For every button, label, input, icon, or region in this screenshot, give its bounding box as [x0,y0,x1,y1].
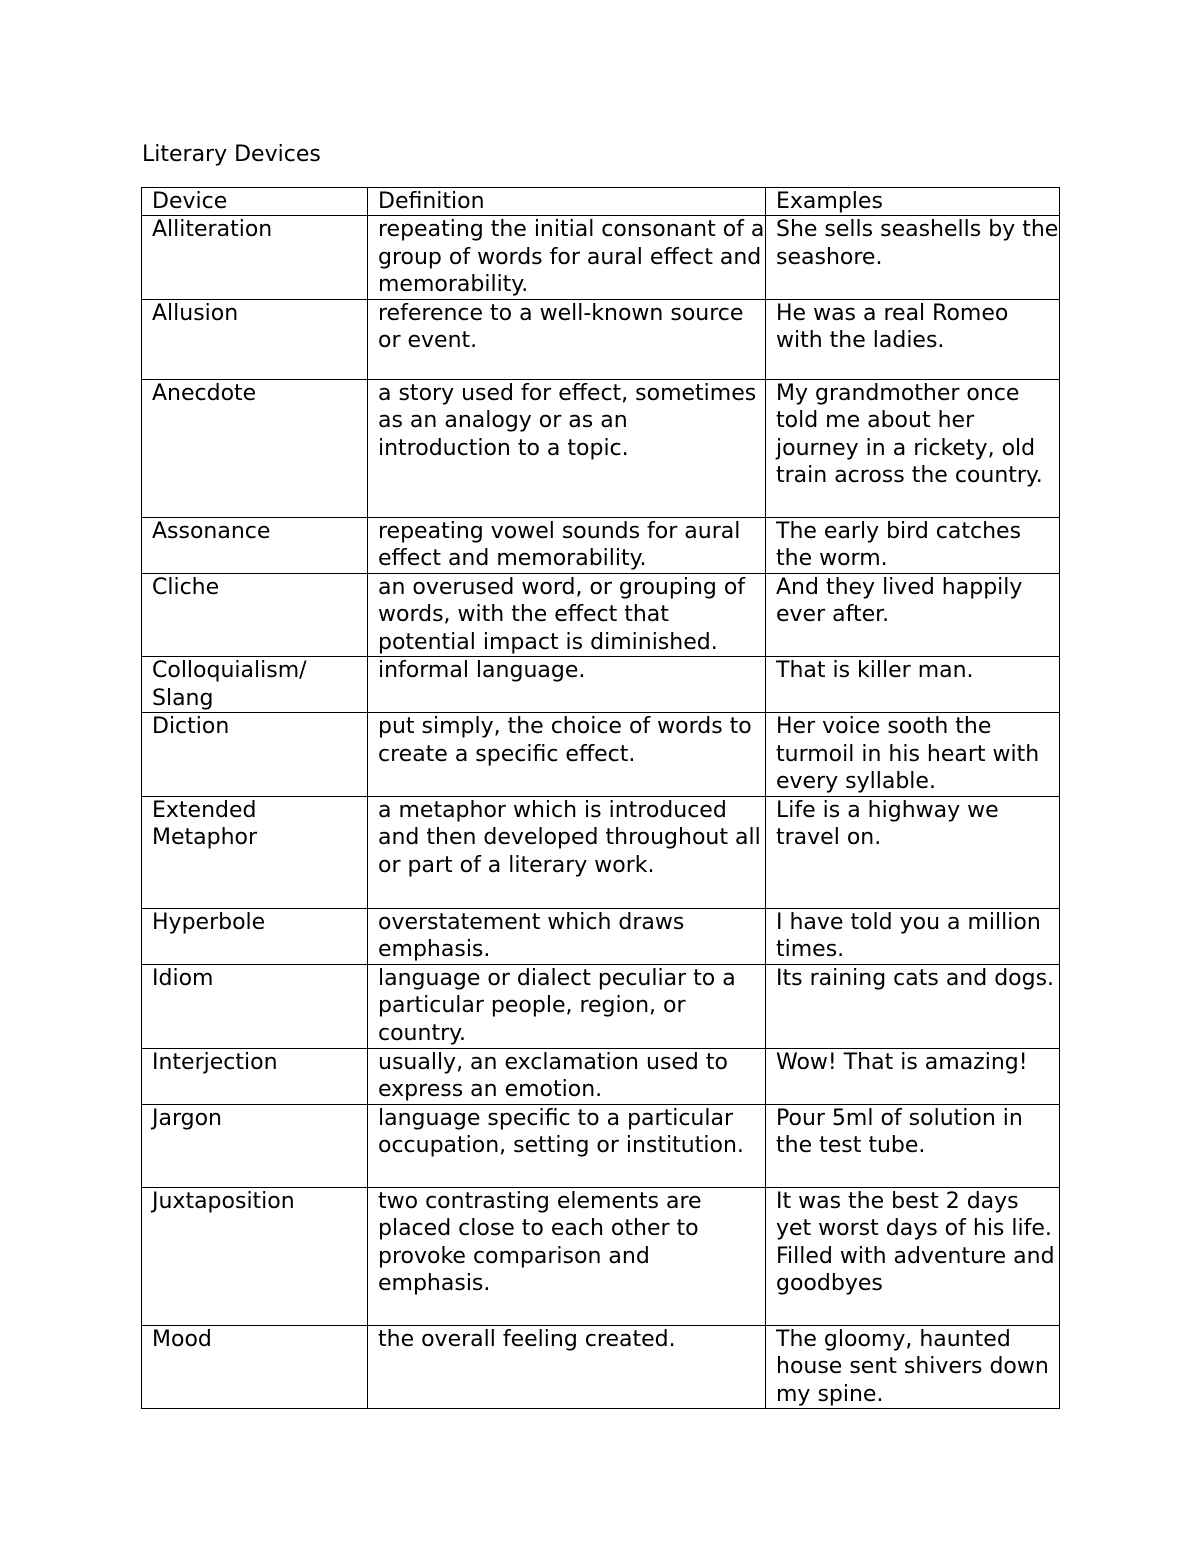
device-cell [142,216,368,300]
definition-cell [368,517,766,573]
example-cell-text: Wow! That is amazing! [776,1049,1028,1075]
device-cell-text: Alliteration [152,217,273,242]
definition-cell-text: informal language. [378,658,586,683]
device-cell-text: Interjection [152,1049,278,1075]
definition-cell-text: overstatement which draws emphasis. [378,909,685,962]
example-cell [766,964,1060,1048]
device-cell-text: Cliche [152,574,220,600]
table-row [142,379,1060,517]
device-cell-text: Hyperbole [152,909,266,935]
device-cell [142,964,368,1048]
example-cell [766,713,1060,797]
column-header-device: Device [142,188,368,216]
table-row [142,908,1060,964]
example-cell-text: That is killer man. [776,658,974,683]
table-row [142,964,1060,1048]
column-header-examples: Examples [766,188,1060,216]
example-cell-text: It was the best 2 days yet worst days of his life. Filled with adventure and goodbyes [776,1188,1055,1296]
device-cell-text: Juxtaposition [152,1188,295,1214]
table-body [142,216,1060,1409]
definition-cell [368,573,766,657]
definition-cell-text: repeating the initial consonant of a group of words for aural effect and memorability. [378,217,765,297]
device-cell [142,1104,368,1187]
device-cell-text: Colloquialism/ Slang [152,658,307,711]
device-cell [142,796,368,908]
definition-cell [368,379,766,517]
definition-cell-text: an overused word, or grouping of words, with the effect that potential impact is diminished. [378,574,746,655]
example-cell [766,299,1060,379]
device-cell-text: Anecdote [152,380,257,406]
definition-cell [368,1325,766,1409]
device-cell-text: Extended Metaphor [152,797,258,850]
definition-cell [368,964,766,1048]
example-cell-text: Its raining cats and dogs. [776,965,1055,991]
device-cell-text: Allusion [152,300,239,326]
device-cell [142,379,368,517]
definition-cell-text: language or dialect peculiar to a particular people, region, or country. [378,965,736,1046]
example-cell [766,1104,1060,1187]
table-row [142,1104,1060,1187]
example-cell-text: Pour 5ml of solution in the test tube. [776,1105,1023,1158]
example-cell-text: She sells seashells by the seashore. [776,217,1059,270]
device-cell [142,713,368,797]
device-cell [142,908,368,964]
example-cell [766,657,1060,713]
table-row [142,216,1060,300]
table-row [142,1325,1060,1409]
definition-cell [368,1104,766,1187]
table-row [142,1048,1060,1104]
example-cell-text: Her voice sooth the turmoil in his heart with every syllable. [776,714,1040,794]
definition-cell-text: reference to a well-known source or event. [378,300,744,353]
definition-cell [368,1048,766,1104]
table-row [142,517,1060,573]
example-cell [766,796,1060,908]
definition-cell [368,657,766,713]
definition-cell [368,713,766,797]
example-cell-text: My grandmother once told me about her journey in a rickety, old train across the country. [776,380,1043,488]
document-title: Literary Devices [142,142,321,167]
definition-cell [368,908,766,964]
definition-cell [368,1187,766,1325]
definition-cell [368,216,766,300]
example-cell [766,379,1060,517]
device-cell [142,299,368,379]
definition-cell-text: language specific to a particular occupation, setting or institution. [378,1105,744,1158]
table-row [142,713,1060,797]
definition-cell-text: repeating vowel sounds for aural effect and memorability. [378,518,741,571]
example-cell-text: And they lived happily ever after. [776,574,1023,627]
definition-cell-text: usually, an exclamation used to express an emotion. [378,1049,728,1102]
device-cell [142,573,368,657]
example-cell [766,908,1060,964]
device-cell-text: Diction [152,714,230,739]
table-row [142,1187,1060,1325]
device-cell-text: Assonance [152,518,271,544]
definition-cell-text: two contrasting elements are placed close to each other to provoke comparison and emphasis. [378,1188,702,1296]
example-cell [766,216,1060,300]
table-row [142,657,1060,713]
example-cell [766,1187,1060,1325]
example-cell-text: The gloomy, haunted house sent shivers down my spine. [776,1326,1049,1407]
example-cell [766,517,1060,573]
device-cell [142,1048,368,1104]
device-cell-text: Mood [152,1326,212,1352]
example-cell [766,1325,1060,1409]
literary-devices-table [141,187,1060,1409]
device-cell [142,517,368,573]
example-cell-text: I have told you a million times. [776,909,1041,962]
definition-cell [368,796,766,908]
table-row [142,299,1060,379]
example-cell-text: The early bird catches the worm. [776,518,1022,571]
definition-cell-text: put simply, the choice of words to create a specific effect. [378,714,752,767]
definition-cell [368,299,766,379]
table-header-row [142,188,1060,216]
table-row [142,796,1060,908]
definition-cell-text: a story used for effect, sometimes as an analogy or as an introduction to a topic. [378,380,757,461]
example-cell-text: Life is a highway we travel on. [776,797,999,850]
device-cell [142,1187,368,1325]
device-cell [142,657,368,713]
definition-cell-text: the overall feeling created. [378,1326,676,1352]
definition-cell-text: a metaphor which is introduced and then developed throughout all or part of a literary work. [378,797,761,878]
column-header-definition: Definition [368,188,766,216]
device-cell-text: Jargon [152,1105,222,1131]
device-cell-text: Idiom [152,965,214,991]
table-row [142,573,1060,657]
example-cell [766,1048,1060,1104]
device-cell [142,1325,368,1409]
example-cell-text: He was a real Romeo with the ladies. [776,300,1009,353]
example-cell [766,573,1060,657]
